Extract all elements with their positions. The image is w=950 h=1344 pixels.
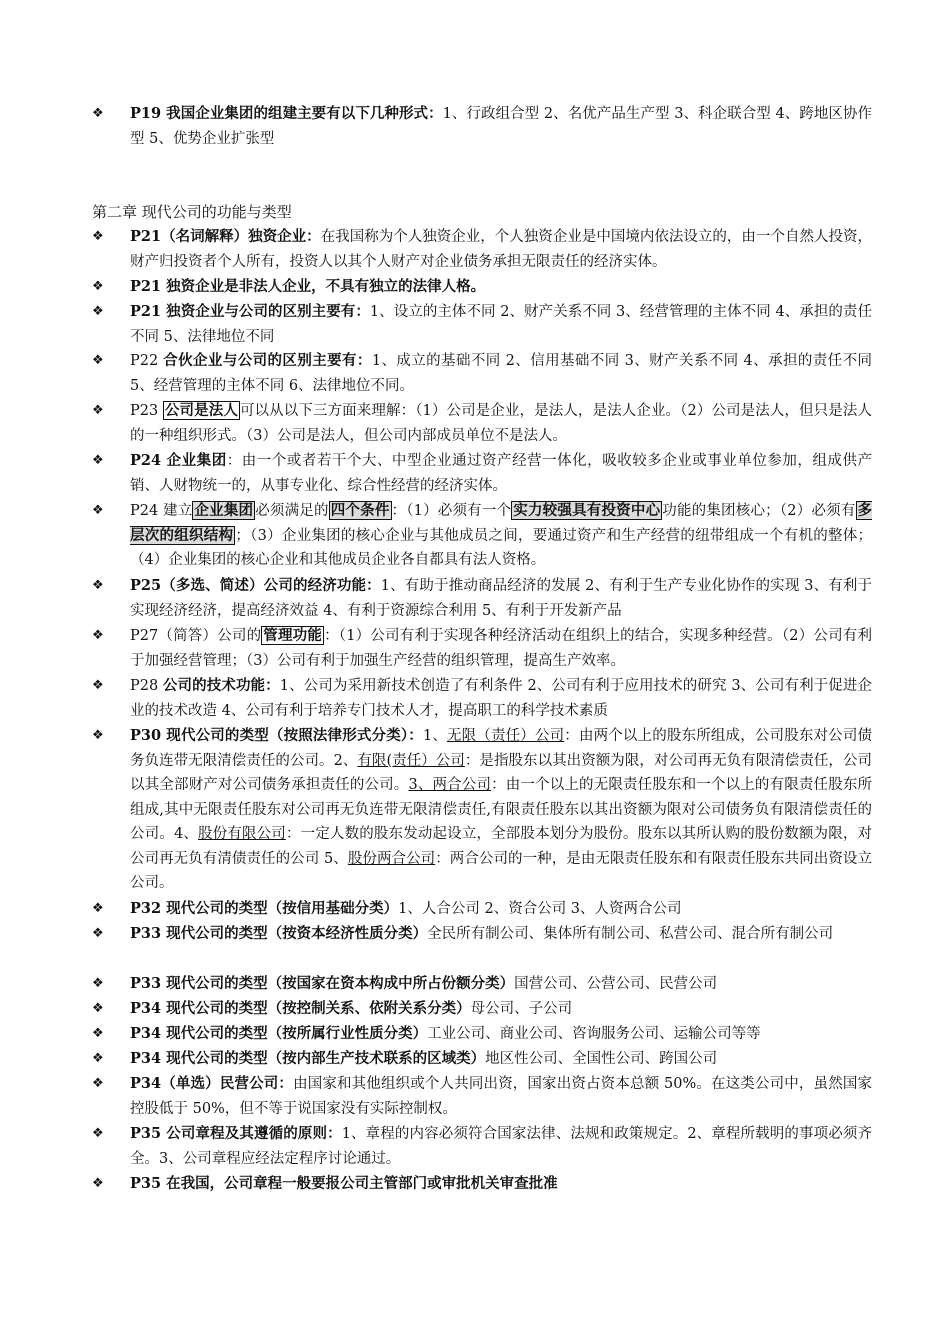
list-item: ❖ P28 公司的技术功能：1、公司为采用新技术创造了有利条件 2、公司有利于应用技术的研究 3、公司有利于促进企业的技术改造 4、公司有利于培养专门技术人才，提高职工的科学技术素质 — [92, 674, 872, 723]
underlined-term: 有限(责任）公司 — [357, 752, 465, 769]
boxed-term: 管理功能 — [263, 627, 323, 644]
list-item: ❖ P34 现代公司的类型（按控制关系、依附关系分类）母公司、子公司 — [92, 997, 872, 1022]
list-item: ❖ P33 现代公司的类型（按国家在资本构成中所占份额分类）国营公司、公营公司、民营公司 — [92, 972, 872, 997]
list-item: ❖ P24 建立 企业集团 必须满足的 四个条件 ：（1）必须有一个 实力较强具有投资中心 功能的集团核心；（2）必须有 多层次的组织结构 ；（3）企业集团的核心企业与其他成员之间，要通过资产和生产经营的纽带组成一个有机的整体；（4）企业集团的核心企业和其他成员企业各自都具有法人资格。 — [92, 499, 872, 573]
list-item: ❖ P22 合伙企业与公司的区别主要有：1、成立的基础不同 2、信用基础不同 3、财产关系不同 4、承担的责任不同 5、经营管理的主体不同 6、法律地位不同。 — [92, 349, 872, 398]
list-item: ❖ P27（简答）公司的 管理功能 ：（1）公司有利于实现各种经济活动在组织上的结合，实现多种经营。（2）公司有利于加强经营管理；（3）公司有利于加强生产经营的组织管理，提高生产效率。 — [92, 624, 872, 673]
list-item: ❖ P35 公司章程及其遵循的原则：1、章程的内容必须符合国家法律、法规和政策规定。2、章程所载明的事项必须齐全。3、公司章程应经法定程序讨论通过。 — [92, 1122, 872, 1171]
diamond-bullet-icon: ❖ — [92, 926, 104, 941]
diamond-bullet-icon: ❖ — [92, 1051, 104, 1066]
diamond-bullet-icon: ❖ — [92, 1176, 104, 1191]
chapter-heading: 第二章 现代公司的功能与类型 — [92, 203, 292, 221]
list-item: ❖ P19 我国企业集团的组建主要有以下几种形式：1、行政组合型 2、名优产品生产型 3、科企联合型 4、跨地区协作型 5、优势企业扩张型 — [92, 102, 872, 151]
list-item: ❖ P34（单选）民营公司：由国家和其他组织或个人共同出资，国家出资占资本总额 50%。在这类公司中，虽然国家控股低于 50%，但不等于说国家没有实际控制权。 — [92, 1072, 872, 1121]
underlined-term: 3、两合公司 — [408, 777, 492, 793]
list-item: ❖ P21 独资企业与公司的区别主要有：1、设立的主体不同 2、财产关系不同 3、经营管理的主体不同 4、承担的责任不同 5、法律地位不同 — [92, 300, 872, 349]
diamond-bullet-icon: ❖ — [92, 403, 104, 418]
diamond-bullet-icon: ❖ — [92, 628, 104, 643]
list-item: ❖ P34 现代公司的类型（按所属行业性质分类）工业公司、商业公司、咨询服务公司、运输公司等等 — [92, 1022, 872, 1047]
diamond-bullet-icon: ❖ — [92, 678, 104, 693]
diamond-bullet-icon: ❖ — [92, 106, 104, 121]
diamond-bullet-icon: ❖ — [92, 353, 104, 368]
highlighted-term: 四个条件 — [330, 502, 390, 519]
list-item: ❖ P23 公司是法人 可以从以下三方面来理解：（1）公司是企业，是法人，是法人企业。（2）公司是法人，但只是法人的一种组织形式。（3）公司是法人，但公司内部成员单位不是法人。 — [92, 399, 872, 448]
underlined-term: 股份有限公司 — [198, 826, 286, 842]
list-item: ❖ P21（名词解释）独资企业：在我国称为个人独资企业，个人独资企业是中国境内依法设立的，由一个自然人投资，财产归投资者个人所有，投资人以其个人财产对企业债务承担无限责任的经济实体。 — [92, 225, 872, 274]
diamond-bullet-icon: ❖ — [92, 453, 104, 468]
underlined-term: 无限（责任）公司 — [446, 728, 565, 744]
list-item: ❖ P30 现代公司的类型（按照法律形式分类）：1、无限（责任）公司：由两个以上的股东所组成，公司股东对公司债务负连带无限清偿责任的公司。2、有限(责任）公司：是指股东以其出资额为限，对公司再无负有限清偿责任，公司以其全部财产对公司债务承担责任的公司。3、两合公司：由一个以上的无限责任股东和一个以上的有限责任股东所组成,其中无限责任股东对公司再无负连带无限清偿责任,有限责任股东以其出资额为限对公司债务负有限清偿责任的公司。4、股份有限公司：一定人数的股东发动起设立，全部股本划分为股份。股东以其所认购的股份数额为限，对公司再无负有清债责任的公司 5、股份两合公司：两合公司的一种，是由无限责任股东和有限责任股东共同出资设立公司。 — [92, 724, 872, 896]
list-item: ❖ P34 现代公司的类型（按内部生产技术联系的区域类）地区性公司、全国性公司、跨国公司 — [92, 1047, 872, 1072]
diamond-bullet-icon: ❖ — [92, 1076, 104, 1091]
list-item: ❖ P32 现代公司的类型（按信用基础分类）1、人合公司 2、资合公司 3、人资两合公司 — [92, 897, 872, 922]
highlighted-term: 企业集团 — [194, 502, 254, 519]
diamond-bullet-icon: ❖ — [92, 976, 104, 991]
diamond-bullet-icon: ❖ — [92, 578, 104, 593]
list-item: ❖ P24 企业集团：由一个或者若干个大、中型企业通过资产经营一体化，吸收较多企业或事业单位参加，组成供产销、人财物统一的，从事专业化、综合性经营的经济实体。 — [92, 449, 872, 498]
diamond-bullet-icon: ❖ — [92, 503, 104, 518]
diamond-bullet-icon: ❖ — [92, 1126, 104, 1141]
diamond-bullet-icon: ❖ — [92, 728, 104, 743]
diamond-bullet-icon: ❖ — [92, 229, 104, 244]
underlined-term: 股份两合公司 — [347, 850, 436, 867]
diamond-bullet-icon: ❖ — [92, 901, 104, 916]
list-item: ❖ P21 独资企业是非法人企业，不具有独立的法律人格。 — [92, 275, 872, 300]
highlighted-term: 多层次的组织结构 — [130, 502, 873, 544]
diamond-bullet-icon: ❖ — [92, 1026, 104, 1041]
list-item: ❖ P33 现代公司的类型（按资本经济性质分类）全民所有制公司、集体所有制公司、私营公司、混合所有制公司 — [92, 922, 872, 947]
diamond-bullet-icon: ❖ — [92, 1001, 104, 1016]
list-item: ❖ P35 在我国，公司章程一般要报公司主管部门或审批机关审查批准 — [92, 1172, 872, 1197]
list-item: ❖ P25（多选、简述）公司的经济功能：1、有助于推动商品经济的发展 2、有利于生产专业化协作的实现 3、有利于实现经济经济，提高经济效益 4、有利于资源综合利用 5、有利于开发新产品 — [92, 574, 872, 623]
boxed-term: 公司是法人 — [164, 402, 238, 419]
diamond-bullet-icon: ❖ — [92, 279, 104, 294]
diamond-bullet-icon: ❖ — [92, 304, 104, 319]
highlighted-term: 实力较强具有投资中心 — [513, 502, 661, 519]
